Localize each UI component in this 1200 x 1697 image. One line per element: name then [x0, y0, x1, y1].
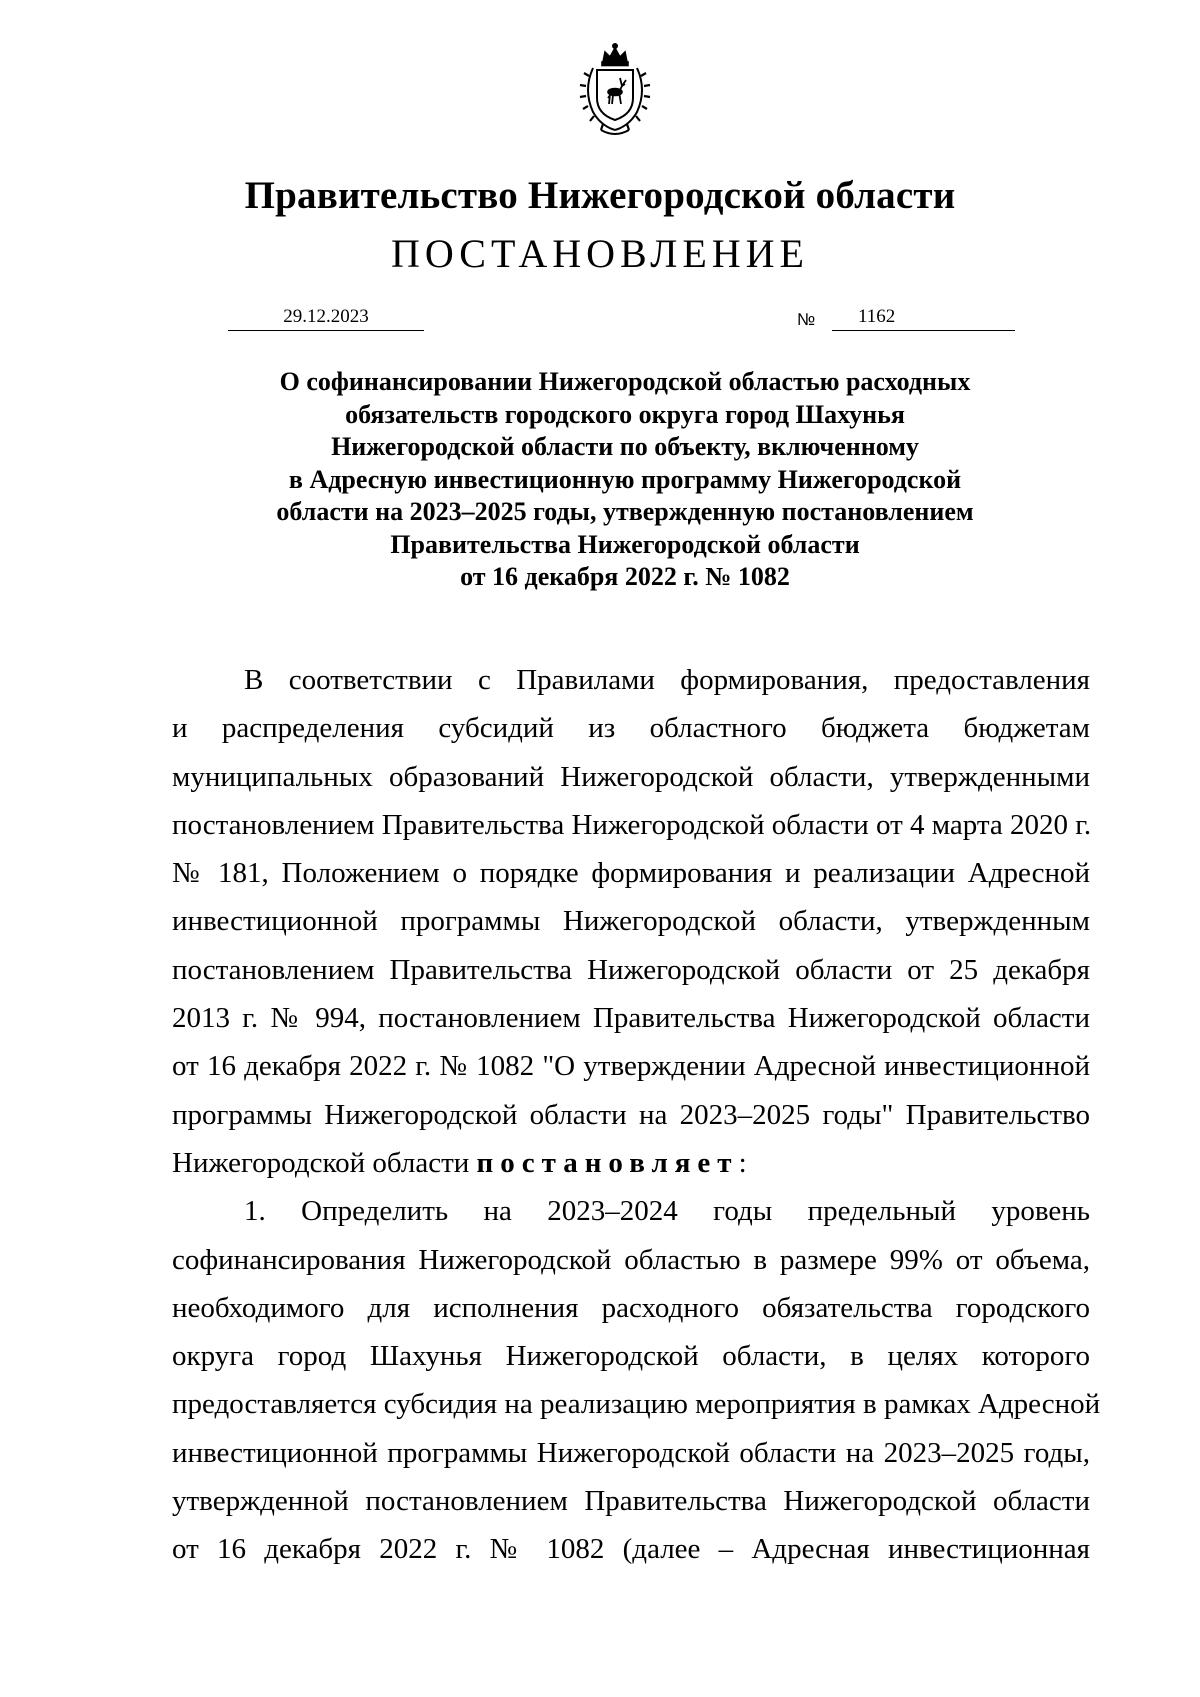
body-line: инвестиционной программы Нижегородской области, утвержденным	[172, 905, 1090, 938]
document-number-value: 1162	[858, 306, 896, 327]
body-line: программы Нижегородской области на 2023–2025 годы" Правительство	[172, 1098, 1090, 1131]
subject-line: области на 2023–2025 годы, утвержденную постановлением	[276, 497, 974, 526]
body-line: предоставляется субсидия на реализацию мероприятия в рамках Адресной	[172, 1388, 1101, 1421]
body-line: постановлением Правительства Нижегородской области от 4 марта 2020 г.	[172, 808, 1092, 841]
document-number	[832, 306, 1015, 331]
body-line: софинансирования Нижегородской областью в размере 99% от объема,	[172, 1243, 1090, 1276]
final-line-suffix: :	[738, 1146, 747, 1179]
body-line: утвержденной постановлением Правительства Нижегородской области	[172, 1485, 1090, 1518]
resolves-word: постановляет	[476, 1146, 739, 1179]
body-line: и распределения субсидий из областного бюджета бюджетам	[172, 712, 1090, 745]
subject-line: от 16 декабря 2022 г. № 1082	[460, 562, 790, 591]
body-line: 1. Определить на 2023–2024 годы предельный уровень	[244, 1195, 1090, 1228]
body-line: муниципальных образований Нижегородской области, утвержденными	[172, 760, 1090, 793]
body-line: постановлением Правительства Нижегородской области от 25 декабря	[172, 953, 1090, 986]
subject-line: Правительства Нижегородской области	[390, 529, 860, 559]
subject-line: Нижегородской области по объекту, включенному	[331, 432, 919, 461]
document-subject	[200, 366, 1050, 594]
body-line: 2013 г. № 994, постановлением Правительства Нижегородской области	[172, 1002, 1090, 1035]
subject-line: О софинансировании Нижегородской областью расходных	[279, 367, 971, 396]
body-line: инвестиционной программы Нижегородской области на 2023–2025 годы,	[172, 1436, 1090, 1469]
body-line: от 16 декабря 2022 г. № 1082 (далее – Адресная инвестиционная	[172, 1533, 1090, 1566]
coat-of-arms-icon	[575, 40, 655, 140]
subject-line: обязательств городского округа город Шахунья	[345, 399, 905, 429]
number-sign: №	[797, 310, 816, 329]
subject-line: в Адресную инвестиционную программу Нижегородской	[288, 464, 962, 494]
body-line: необходимого для исполнения расходного обязательства городского	[172, 1291, 1090, 1324]
document-type: ПОСТАНОВЛЕНИЕ	[391, 231, 809, 276]
body-line: В соответствии с Правилами формирования, предоставления	[244, 664, 1090, 696]
body-line: от 16 декабря 2022 г. № 1082 "О утверждении Адресной инвестиционной	[172, 1050, 1090, 1083]
organization-title: Правительство Нижегородской области	[244, 174, 956, 217]
body-line: № 181, Положением о порядке формирования и реализации Адресной	[172, 857, 1090, 890]
body-line: округа город Шахунья Нижегородской области, в целях которого	[172, 1340, 1090, 1373]
document-body	[172, 656, 1101, 1574]
document-date: 29.12.2023	[228, 306, 424, 331]
body-line-final	[172, 1139, 1090, 1187]
final-line-prefix: Нижегородской области	[172, 1146, 477, 1179]
